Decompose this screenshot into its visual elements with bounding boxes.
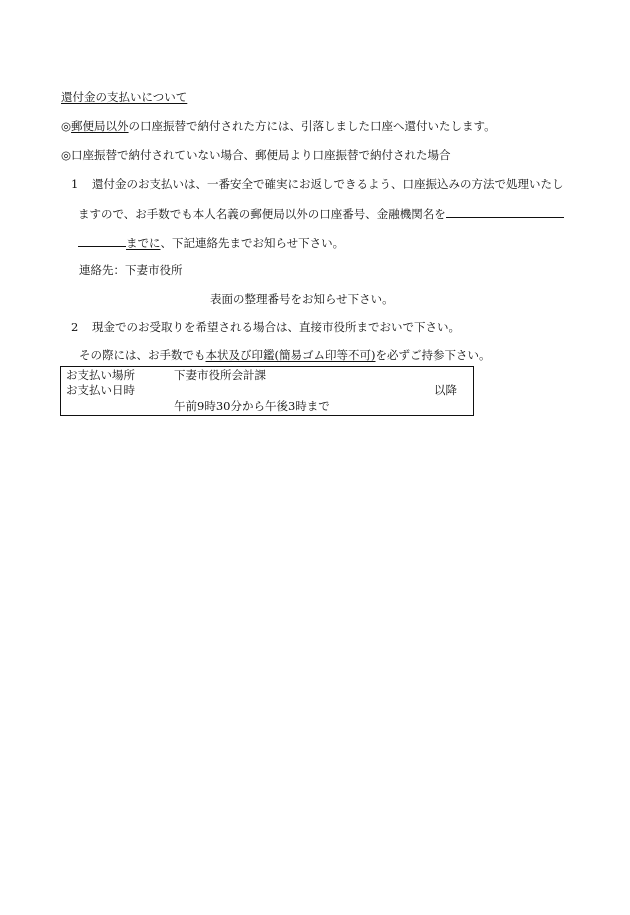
item-2-line-1: [71, 320, 460, 334]
section-2: ◎口座振替で納付されていない場合、郵便局より口座振替で納付された場合: [61, 148, 451, 162]
deadline-date-blank: [78, 234, 126, 247]
item-1-text-2: ますので、お手数でも本人名義の郵便局以外の口座番号、金融機関名を: [78, 207, 446, 221]
item-1-line-1: [71, 177, 563, 191]
notice-text: 表面の整理番号をお知らせ下さい。: [210, 292, 394, 306]
item-1-line-3: [78, 234, 344, 250]
item-1-text-3: 、下記連絡先までお知らせ下さい。: [160, 236, 345, 250]
payment-info-box: [60, 366, 474, 416]
bullet-mark: ◎: [61, 119, 72, 133]
payment-date-label: お支払い日時: [66, 383, 135, 397]
item-2-text-post: を必ずご持参下さい。: [375, 348, 491, 362]
item-1-line-2: [78, 205, 564, 221]
item-2-text-1: 現金でのお受取りを希望される場合は、直接市役所までおいで下さい。: [91, 320, 460, 334]
payment-place-value: 下妻市役所会計課: [174, 368, 266, 382]
item-2-number: 2: [71, 320, 79, 334]
page-heading: 還付金の支払いについて: [61, 90, 188, 104]
item-1-deadline-label: までに: [126, 236, 161, 250]
item-2-text-pre: その際には、お手数でも: [79, 348, 206, 362]
payment-time-value: 午前9時30分から午後3時まで: [174, 399, 330, 413]
payment-date-suffix: 以降: [434, 383, 457, 397]
item-1-number: 1: [71, 177, 79, 191]
item-1-text-1: 還付金のお支払いは、一番安全で確実にお返しできるよう、口座振込みの方法で処理いたし: [91, 177, 564, 191]
contact-label: 連絡先：下妻市役所: [79, 263, 183, 277]
section-1-underlined: 郵便局以外: [71, 119, 129, 133]
section-1-text: の口座振替で納付された方には、引落しました口座へ還付いたします。: [128, 119, 496, 133]
item-2-line-2: [79, 348, 490, 362]
section-1: [61, 119, 496, 133]
item-2-required-items: 本状及び印鑑(簡易ゴム印等不可): [205, 348, 376, 362]
bank-name-blank: [446, 205, 564, 218]
payment-place-label: お支払い場所: [66, 368, 135, 382]
